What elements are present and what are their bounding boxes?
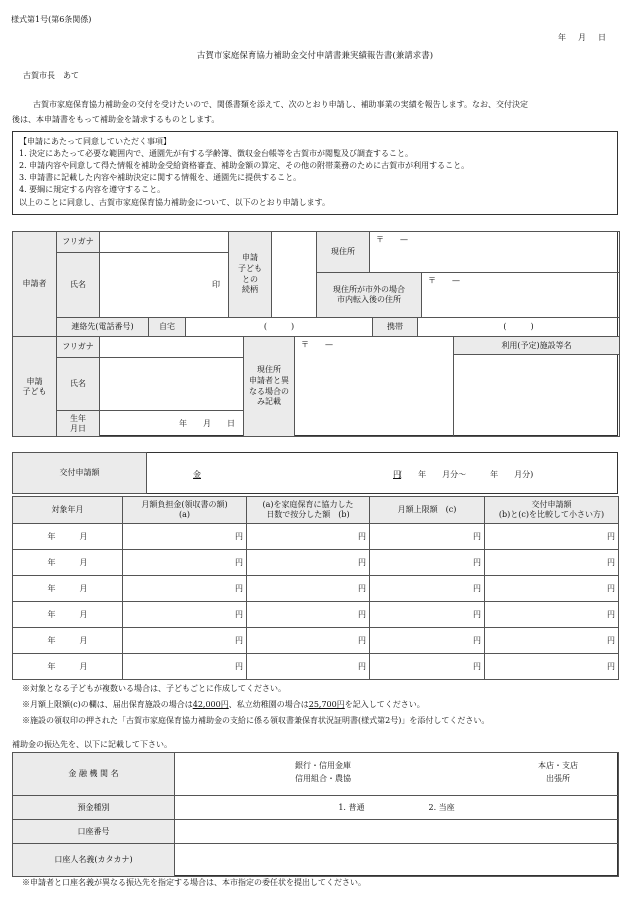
amount-field[interactable] <box>193 470 401 480</box>
table-row <box>13 654 619 680</box>
child-furigana-label: フリガナ <box>56 336 100 358</box>
row-c[interactable]: 円 <box>370 550 485 576</box>
contact-label: 連絡先(電話番号) <box>56 317 149 337</box>
row-b[interactable]: 円 <box>247 576 370 602</box>
intro-line2: 後は、本申請書をもって補助金を請求するものとします。 <box>12 115 220 124</box>
row-a[interactable]: 円 <box>123 628 247 654</box>
note-3: ※施設の領収印の押された「古賀市家庭保育協力補助金の支給に係る領収書兼保育状況証明書(様式第2号)」を添付してください。 <box>22 716 490 725</box>
child-address-note: 現住所 申請者と異 なる場合の み記載 <box>243 336 295 437</box>
row-month[interactable]: 年 月 <box>13 628 123 654</box>
inst-types-1: 銀行・信用金庫 <box>295 761 351 770</box>
inst-types-2: 信用組合・農協 <box>295 773 351 783</box>
institution-label: 金 融 機 関 名 <box>12 752 175 796</box>
row-result[interactable]: 円 <box>485 654 619 680</box>
amount-kin: 金 <box>193 470 201 479</box>
note-2a: ※月額上限額(c)の欄は、届出保育施設の場合は <box>22 700 193 709</box>
branch-2: 出張所 <box>546 773 570 783</box>
facility-label: 利用(予定)施設等名 <box>453 336 620 355</box>
row-result[interactable]: 円 <box>485 602 619 628</box>
applicant-furigana-label: フリガナ <box>56 231 100 253</box>
amount-box <box>12 452 618 494</box>
consent-item-3: 3. 申請書に記載した内容や補助決定に関する情報を、通園先に提供すること。 <box>19 173 302 182</box>
applicant-name-label: 氏名 <box>56 252 100 318</box>
mobile-phone-field[interactable] <box>417 317 620 337</box>
row-a[interactable]: 円 <box>123 576 247 602</box>
th-result: 交付申請額 (b)と(c)を比較して小さい方) <box>485 497 619 524</box>
home-phone-field[interactable] <box>185 317 373 337</box>
addressee: 古賀市長 あて <box>23 71 79 80</box>
amount-yen: 円 <box>393 470 401 479</box>
row-b[interactable]: 円 <box>247 550 370 576</box>
row-a[interactable]: 円 <box>123 524 247 550</box>
consent-item-1: 1. 決定にあたって必要な範囲内で、通園先が有する学齢簿、徴収金台帳等を古賀市が閲覧及び調査すること。 <box>19 149 414 158</box>
note-2e: を記入してください。 <box>344 700 425 709</box>
postal-mark: 〒 — <box>376 235 408 244</box>
row-a[interactable]: 円 <box>123 602 247 628</box>
amount-period: ( 年 月分〜 年 月分) <box>399 470 534 479</box>
intro-line1: 古賀市家庭保育協力補助金の交付を受けたいので、関係書類を添えて、次のとおり申請し、補助事業の実績を報告します。なお、交付決定 <box>33 100 529 109</box>
bank-box <box>12 752 618 876</box>
row-result[interactable]: 円 <box>485 628 619 654</box>
row-month[interactable]: 年 月 <box>13 524 123 550</box>
th-month: 対象年月 <box>13 497 123 524</box>
bank-footnote: ※申請者と口座名義が異なる振込先を指定する場合は、本市指定の委任状を提出してください。 <box>22 878 366 887</box>
table-row <box>13 576 619 602</box>
row-a[interactable]: 円 <box>123 654 247 680</box>
deposit-field[interactable] <box>174 795 619 820</box>
address-field[interactable] <box>369 231 620 273</box>
relation-label: 申請 子ども との 続柄 <box>228 231 272 318</box>
child-address-field[interactable] <box>294 336 454 437</box>
child-postal-mark: 〒 — <box>301 340 333 349</box>
applicant-furigana-field[interactable] <box>99 231 229 253</box>
row-c[interactable]: 円 <box>370 628 485 654</box>
row-c[interactable]: 円 <box>370 524 485 550</box>
date-line: 年 月 日 <box>558 33 608 42</box>
row-result[interactable]: 円 <box>485 576 619 602</box>
mobile-label: 携帯 <box>372 317 418 337</box>
table-row <box>13 524 619 550</box>
table-row <box>13 550 619 576</box>
monthly-table <box>12 496 619 680</box>
bank-intro: 補助金の振込先を、以下に記載して下さい。 <box>12 740 172 749</box>
mobile-paren: ( ) <box>503 322 534 331</box>
th-c: 月額上限額 (c) <box>370 497 485 524</box>
row-c[interactable]: 円 <box>370 602 485 628</box>
address-label: 現住所 <box>316 231 370 273</box>
relation-field[interactable] <box>271 231 317 318</box>
consent-item-4: 4. 要綱に規定する内容を遵守すること。 <box>19 185 166 194</box>
facility-field[interactable] <box>453 354 620 437</box>
institution-field[interactable] <box>174 752 619 796</box>
row-b[interactable]: 円 <box>247 628 370 654</box>
child-furigana-field[interactable] <box>99 336 244 358</box>
note-1: ※対象となる子どもが複数いる場合は、子どもごとに作成してください。 <box>22 684 286 693</box>
applicant-block <box>12 231 618 436</box>
table-row <box>13 628 619 654</box>
table-row <box>13 602 619 628</box>
home-paren: ( ) <box>263 322 295 331</box>
child-name-label: 氏名 <box>56 357 100 411</box>
account-no-label: 口座番号 <box>12 819 175 844</box>
holder-label: 口座人名義(カタカナ) <box>12 843 175 877</box>
address-alt-field[interactable] <box>421 272 620 318</box>
th-a: 月額負担金(領収書の額) (a) <box>123 497 247 524</box>
consent-heading: 【申請にあたって同意していただく事項】 <box>19 137 171 146</box>
branch-1: 本店・支店 <box>538 761 578 770</box>
postal-mark-2: 〒 — <box>428 276 460 285</box>
child-name-field[interactable] <box>99 357 244 411</box>
note-2-amount-b: 25,700円 <box>308 700 345 709</box>
row-result[interactable]: 円 <box>485 524 619 550</box>
row-b[interactable]: 円 <box>247 602 370 628</box>
child-section-label: 申請 子ども <box>12 336 57 437</box>
note-2 <box>22 700 425 710</box>
child-birth-field[interactable] <box>99 410 244 437</box>
row-c[interactable]: 円 <box>370 654 485 680</box>
deposit-current[interactable]: 2. 当座 <box>428 802 455 812</box>
consent-closing: 以上のことに同意し、古賀市家庭保育協力補助金について、以下のとおり申請します。 <box>19 198 331 207</box>
note-2-amount-a: 42,000円 <box>192 700 229 709</box>
consent-box <box>12 131 618 215</box>
birth-value: 年 月 日 <box>179 418 235 428</box>
home-label: 自宅 <box>148 317 186 337</box>
row-month[interactable]: 年 月 <box>13 654 123 680</box>
row-b[interactable]: 円 <box>247 524 370 550</box>
consent-item-2: 2. 申請内容や同意して得た情報を補助金受給資格審査、補助金額の算定、その他の附帯業務のために古賀市が利用すること。 <box>19 161 470 170</box>
row-month[interactable]: 年 月 <box>13 576 123 602</box>
applicant-name-field[interactable] <box>99 252 229 318</box>
child-birth-label: 生年 月日 <box>56 410 100 437</box>
amount-label: 交付申請額 <box>12 452 147 494</box>
row-c[interactable]: 円 <box>370 576 485 602</box>
row-month[interactable]: 年 月 <box>13 602 123 628</box>
row-month[interactable]: 年 月 <box>13 550 123 576</box>
seal-mark: 印 <box>212 280 220 289</box>
institution-types <box>295 760 351 786</box>
row-b[interactable]: 円 <box>247 654 370 680</box>
deposit-label: 預金種別 <box>12 795 175 820</box>
account-no-field[interactable] <box>174 819 619 844</box>
page-title: 古賀市家庭保育協力補助金交付申請書兼実績報告書(兼請求書) <box>196 51 434 61</box>
applicant-section-label: 申請者 <box>12 231 57 337</box>
row-a[interactable]: 円 <box>123 550 247 576</box>
th-b: (a)を家庭保育に協力した 日数で按分した額 (b) <box>247 497 370 524</box>
row-result[interactable]: 円 <box>485 550 619 576</box>
note-2c: 、私立幼稚園の場合は <box>228 700 309 709</box>
branch-types <box>538 760 578 786</box>
holder-field[interactable] <box>174 843 619 877</box>
deposit-ordinary[interactable]: 1. 普通 <box>338 802 365 812</box>
address-alt-label: 現住所が市外の場合 市内転入後の住所 <box>316 272 422 318</box>
form-id: 様式第1号(第6条関係) <box>11 15 92 24</box>
